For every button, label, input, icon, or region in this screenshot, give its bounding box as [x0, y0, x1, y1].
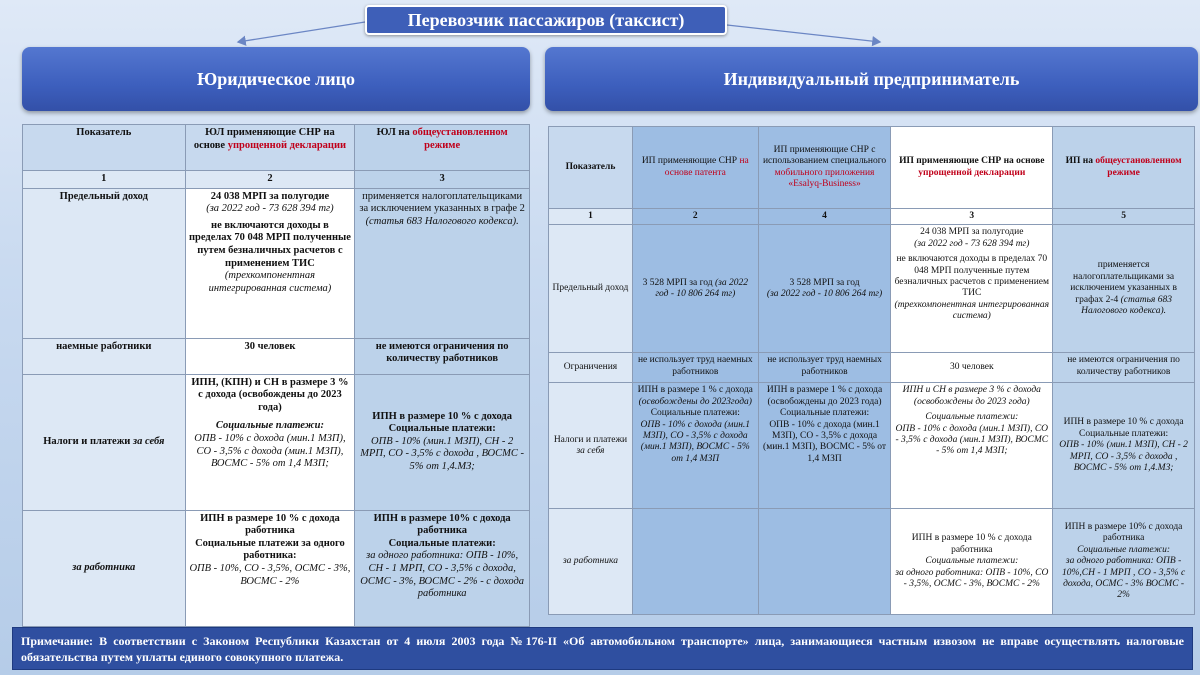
cell-income-limit-general: применяется налогоплательщиками за исключением указанных в графе 2 (статья 683 Налогового кодекса). — [355, 188, 530, 338]
cell-taxes-self-simplified: ИПН, (КПН) и СН в размере 3 % с дохода (освобождены до 2023 года) Социальные платежи: ОПВ - 10% с дохода (мин.1 МЗП), СО - 3,5% с дохода (мин.1 МЗП), ВОСМС - 5% от 1,4 МЗП; — [185, 374, 355, 510]
col-number: 2 — [632, 209, 758, 225]
col-number: 2 — [185, 171, 355, 189]
cell-income-limit-patent: 3 528 МРП за год (за 2022 год - 10 806 264 тг) — [632, 225, 758, 353]
legal-entity-table — [22, 124, 530, 627]
cell-employee-taxes-patent — [632, 509, 758, 615]
cell-taxes-self-mobile-app: ИПН в размере 1 % с дохода (освобождены до 2023 года) Социальные платежи: ОПВ - 10% с дохода (мин.1 МЗП), СО - 3,5% с дохода (мин.1 МЗП), ВОСМС - 5% от 1,4 МЗП — [758, 383, 891, 509]
header-simplified: ИП применяющие СНР на основе упрощенной декларации — [891, 127, 1053, 209]
header-indicator: Показатель — [23, 125, 186, 171]
cell-income-limit-general: применяется налогоплательщиками за исключением указанных в графах 2-4 (статья 683 Налогового кодекса). — [1053, 225, 1195, 353]
footnote: Примечание: В соответствии с Законом Республики Казахстан от 4 июля 2003 года №176-II «Об автомобильном транспорте» лица, занимающиеся частным извозом не вправе осуществлять налоговые обязательства путем уплаты единого совокупного платежа. — [12, 627, 1193, 670]
row-label-taxes-self: Налоги и платежи за себя — [23, 374, 186, 510]
col-number: 3 — [891, 209, 1053, 225]
row-label-employee-taxes: за работника — [549, 509, 633, 615]
header-simplified: ЮЛ применяющие СНР на основе упрощенной декларации — [185, 125, 355, 171]
cell-restrictions-mobile-app: не использует труд наемных работников — [758, 353, 891, 383]
header-indicator: Показатель — [549, 127, 633, 209]
legal-entity-banner: Юридическое лицо — [22, 47, 530, 111]
row-label-income-limit: Предельный доход — [23, 188, 186, 338]
cell-income-limit-simplified: 24 038 МРП за полугодие (за 2022 год - 73 628 394 тг) не включаются доходы в пределах 70 048 МРП полученные путем безналичных расчетов с применением ТИС (трехкомпонентная интегрированная система) — [891, 225, 1053, 353]
cell-employee-taxes-mobile-app — [758, 509, 891, 615]
cell-income-limit-simplified: 24 038 МРП за полугодие (за 2022 год - 73 628 394 тг) не включаются доходы в пределах 70 048 МРП полученные путем безналичных расчетов с применением ТИС (трехкомпонентная интегрированная система) — [185, 188, 355, 338]
cell-restrictions-patent: не использует труд наемных работников — [632, 353, 758, 383]
cell-employees-simplified: 30 человек — [185, 338, 355, 374]
row-label-employees: наемные работники — [23, 338, 186, 374]
col-number: 1 — [549, 209, 633, 225]
header-patent: ИП применяющие СНР на основе патента — [632, 127, 758, 209]
cell-employee-taxes-simplified: ИПН в размере 10 % с дохода работника Социальные платежи за одного работника: ОПВ - 10%, СО - 3,5%, ОСМС - 3%, ВОСМС - 2% — [185, 510, 355, 626]
row-label-restrictions: Ограничения — [549, 353, 633, 383]
header-mobile-app: ИП применяющие СНР с использованием специального мобильного приложения «Esalyq-Business» — [758, 127, 891, 209]
row-label-taxes-self: Налоги и платежи за себя — [549, 383, 633, 509]
row-label-income-limit: Предельный доход — [549, 225, 633, 353]
cell-income-limit-mobile-app: 3 528 МРП за год (за 2022 год - 10 806 264 тг) — [758, 225, 891, 353]
cell-employees-general: не имеются ограничения по количеству работников — [355, 338, 530, 374]
cell-taxes-self-general: ИПН в размере 10 % с дохода Социальные платежи: ОПВ - 10% (мин.1 МЗП), СН - 2 МРП, СО - 3,5% с дохода , ВОСМС - 5% от 1,4.МЗ; — [1053, 383, 1195, 509]
cell-employee-taxes-general: ИПН в размере 10% с дохода работника Социальные платежи: за одного работника: ОПВ - 10%, СН - 1 МРП, СО - 3,5% с дохода, ОСМС - 3%, ВОСМС - 2% - с дохода работника — [355, 510, 530, 626]
header-general: ЮЛ на общеустановленном режиме — [355, 125, 530, 171]
cell-restrictions-simplified: 30 человек — [891, 353, 1053, 383]
cell-restrictions-general: не имеются ограничения по количеству работников — [1053, 353, 1195, 383]
entrepreneur-table — [548, 126, 1195, 615]
cell-taxes-self-general: ИПН в размере 10 % с дохода Социальные платежи: ОПВ - 10% (мин.1 МЗП), СН - 2 МРП, СО - 3,5% с дохода , ВОСМС - 5% от 1,4.МЗ; — [355, 374, 530, 510]
cell-employee-taxes-simplified: ИПН в размере 10 % с дохода работника Социальные платежи: за одного работника: ОПВ - 10%, СО - 3,5%, ОСМС - 3%, ВОСМС - 2% — [891, 509, 1053, 615]
page-title: Перевозчик пассажиров (таксист) — [365, 5, 727, 35]
col-number: 4 — [758, 209, 891, 225]
cell-taxes-self-patent: ИПН в размере 1 % с дохода (освобождены до 2023года) Социальные платежи: ОПВ - 10% с дохода (мин.1 МЗП), СО - 3,5% с дохода (мин.1 МЗП), ВОСМС - 5% от 1,4 МЗП — [632, 383, 758, 509]
row-label-employee-taxes: за работника — [23, 510, 186, 626]
cell-taxes-self-simplified: ИПН и СН в размере 3 % с дохода (освобождены до 2023 года) Социальные платежи: ОПВ - 10% с дохода (мин.1 МЗП), СО - 3,5% с дохода (мин.1 МЗП), ВОСМС - 5% от 1,4 МЗП; — [891, 383, 1053, 509]
individual-entrepreneur-banner: Индивидуальный предприниматель — [545, 47, 1198, 111]
cell-employee-taxes-general: ИПН в размере 10% с дохода работника Социальные платежи: за одного работника: ОПВ - 10%,СН - 1 МРП , СО - 3,5% с дохода, ОСМС - 3% ВОСМС - 2% — [1053, 509, 1195, 615]
col-number: 3 — [355, 171, 530, 189]
col-number: 5 — [1053, 209, 1195, 225]
header-general: ИП на общеустановленном режиме — [1053, 127, 1195, 209]
col-number: 1 — [23, 171, 186, 189]
